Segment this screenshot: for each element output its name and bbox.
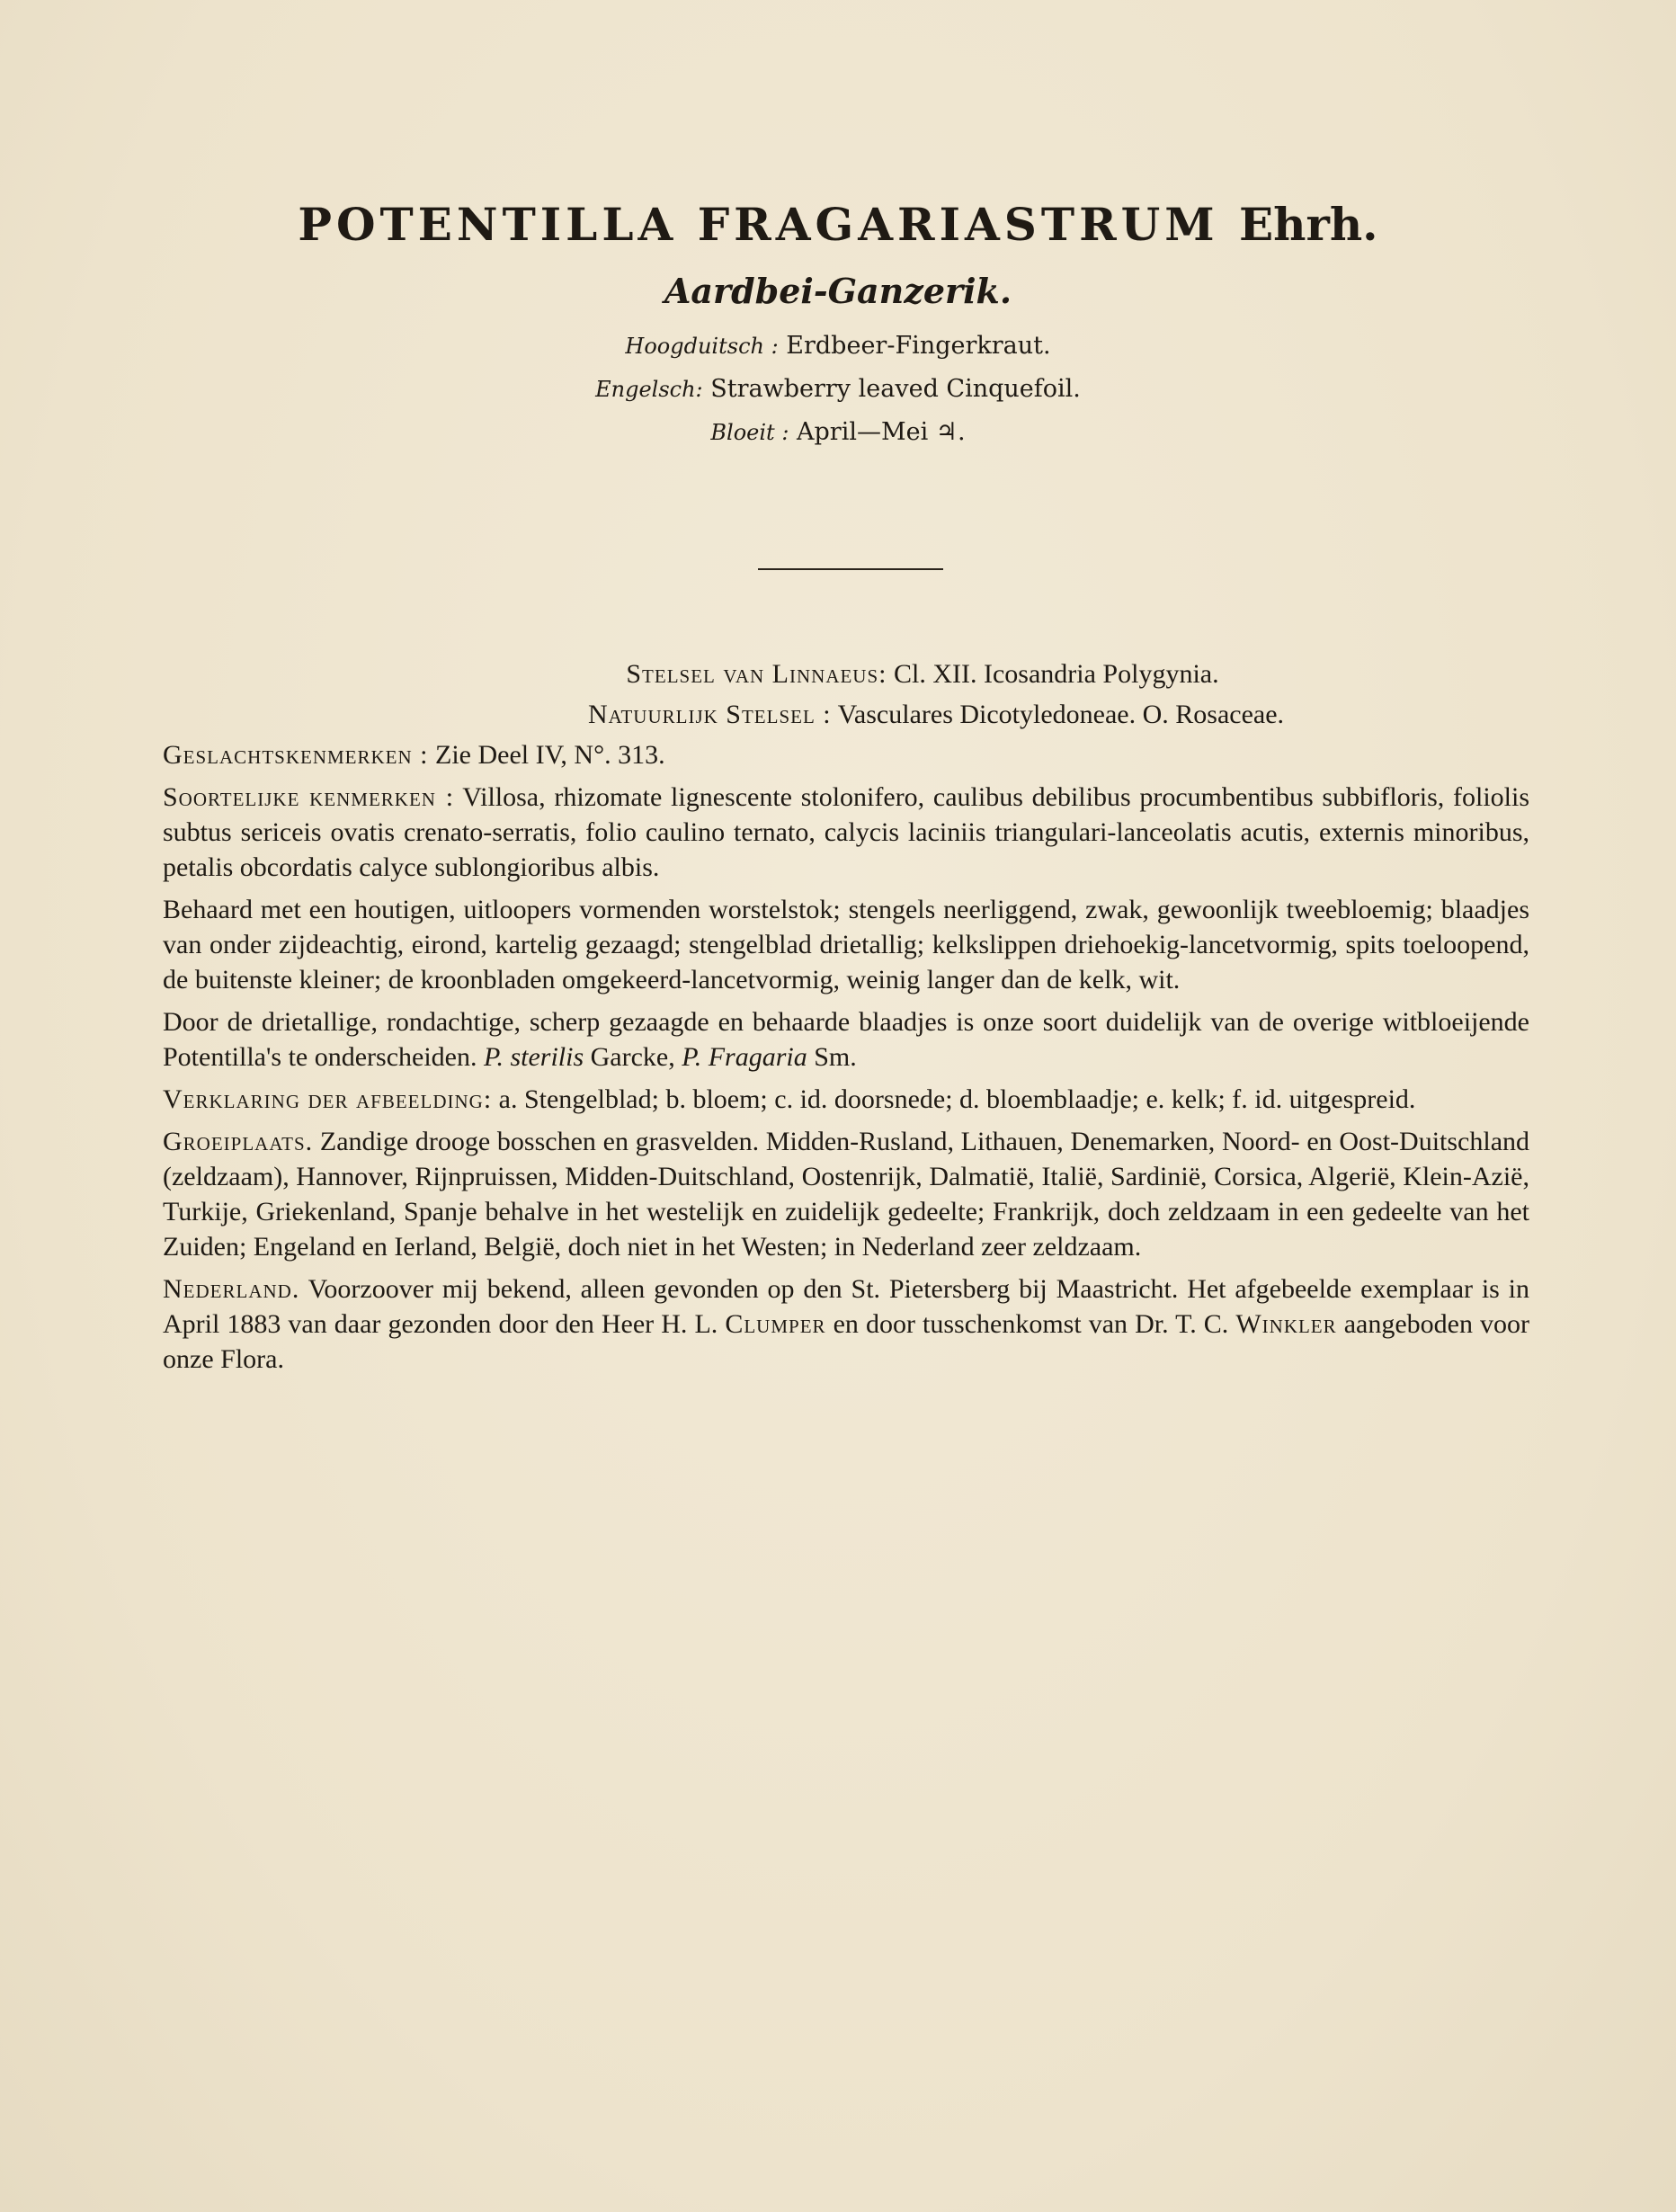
species-value: Villosa, rhizomate lignescente stolonifero, caulibus debilibus procumbentibus subbifloris, foliolis subtus sericeis ovatis crenato-serratis, folio caulino ternato, calycis laciniis triangulari-lanceolatis acutis, externis minoribus, petalis obcordatis calyce sublongioribus albis. bbox=[163, 782, 1529, 882]
linnaeus-system bbox=[163, 656, 1529, 691]
bloom-label: Bloeit : bbox=[710, 420, 789, 445]
german-value: Erdbeer-Fingerkraut. bbox=[786, 332, 1051, 360]
habitat-label: Groeiplaats. bbox=[163, 1127, 314, 1156]
netherlands-text-3: aangeboden voor onze Flora. bbox=[163, 1309, 1530, 1374]
synonym-2-name: P. Fragaria bbox=[682, 1042, 807, 1072]
species-label: Soortelijke kenmerken : bbox=[163, 782, 455, 812]
habitat-paragraph bbox=[163, 1124, 1529, 1264]
german-name-line bbox=[0, 331, 1676, 361]
english-value: Strawberry leaved Cinquefoil. bbox=[710, 375, 1081, 403]
page-title bbox=[0, 198, 1676, 251]
figure-explanation-label: Verklaring der afbeelding: bbox=[163, 1084, 493, 1114]
english-name-line bbox=[0, 374, 1676, 405]
linnaeus-label: Stelsel van Linnaeus: bbox=[626, 659, 887, 689]
title-species: POTENTILLA FRAGARIASTRUM bbox=[298, 198, 1219, 251]
comparison-paragraph bbox=[163, 1004, 1529, 1075]
netherlands-name-1: Clumper bbox=[725, 1309, 826, 1339]
natural-system bbox=[163, 697, 1529, 732]
figure-explanation-value: a. Stengelblad; b. bloem; c. id. doorsnede; d. bloemblaadje; e. kelk; f. id. uitgespreid. bbox=[498, 1084, 1416, 1114]
common-name: Aardbei-Ganzerik. bbox=[664, 271, 1012, 311]
synonym-1-author: Garcke, bbox=[590, 1042, 675, 1072]
natural-label: Natuurlijk Stelsel : bbox=[587, 700, 832, 729]
bloom-value: April—Mei ♃. bbox=[797, 418, 966, 446]
natural-value: Vasculares Dicotyledoneae. O. Rosaceae. bbox=[837, 700, 1285, 729]
english-label: Engelsch: bbox=[595, 377, 703, 402]
habitat-value: Zandige drooge bosschen en grasvelden. Midden-Rusland, Lithauen, Denemarken, Noord- en Oost-Duitschland (zeldzaam), Hannover, Rijnpruissen, Midden-Duitschland, Oostenrijk, Dalmatië, Italië, Sardinië, Corsica, Algerië, Klein-Azië, Turkije, Griekenland, Spanje behalve in het westelijk en zuidelijk gedeelte; Frankrijk, doch zeldzaam in een gedeelte van het Zuiden; Engeland en Ierland, België, doch niet in het Westen; in Nederland zeer zeldzaam. bbox=[163, 1127, 1530, 1262]
netherlands-label: Nederland. bbox=[163, 1274, 300, 1304]
species-characters bbox=[163, 780, 1529, 885]
german-label: Hoogduitsch : bbox=[625, 334, 779, 359]
genus-label: Geslachtskenmerken : bbox=[163, 740, 429, 770]
linnaeus-value: Cl. XII. Icosandria Polygynia. bbox=[894, 659, 1219, 689]
netherlands-paragraph bbox=[163, 1271, 1529, 1377]
header bbox=[0, 198, 1676, 448]
bloom-line bbox=[0, 417, 1676, 448]
synonym-2-author: Sm. bbox=[814, 1042, 857, 1072]
synonym-1-name: P. sterilis bbox=[483, 1042, 584, 1072]
description-paragraph: Behaard met een houtigen, uitloopers vormenden worstelstok; stengels neerliggend, zwak, gewoonlijk tweebloemig; blaadjes van onder zijdeachtig, eirond, kartelig gezaagd; stengelblad drietallig; kelkslippen driehoekig-lancetvormig, spits toeloopend, de buitenste kleiner; de kroonbladen omgekeerd-lancetvormig, weinig langer dan de kelk, wit. bbox=[163, 895, 1529, 995]
genus-value: Zie Deel IV, N°. 313. bbox=[435, 740, 665, 770]
comparison-text: Door de drietallige, rondachtige, scherp gezaagde en behaarde blaadjes is onze soort duidelijk van de overige witbloeijende Potentilla's te onderscheiden. bbox=[163, 1007, 1529, 1072]
body-text bbox=[163, 656, 1529, 1377]
genus-characters bbox=[163, 737, 1529, 772]
netherlands-text-1: Voorzoover mij bekend, alleen gevonden op den St. Pietersberg bij Maastricht. Het afgebeelde exemplaar is in April 1883 van daar gezonden door den Heer H. L. bbox=[163, 1274, 1529, 1339]
netherlands-text-2: en door tusschenkomst van Dr. T. C. bbox=[833, 1309, 1229, 1339]
divider-rule bbox=[758, 568, 943, 570]
figure-explanation bbox=[163, 1082, 1529, 1117]
title-author: Ehrh. bbox=[1239, 198, 1378, 251]
netherlands-name-2: Winkler bbox=[1235, 1309, 1337, 1339]
